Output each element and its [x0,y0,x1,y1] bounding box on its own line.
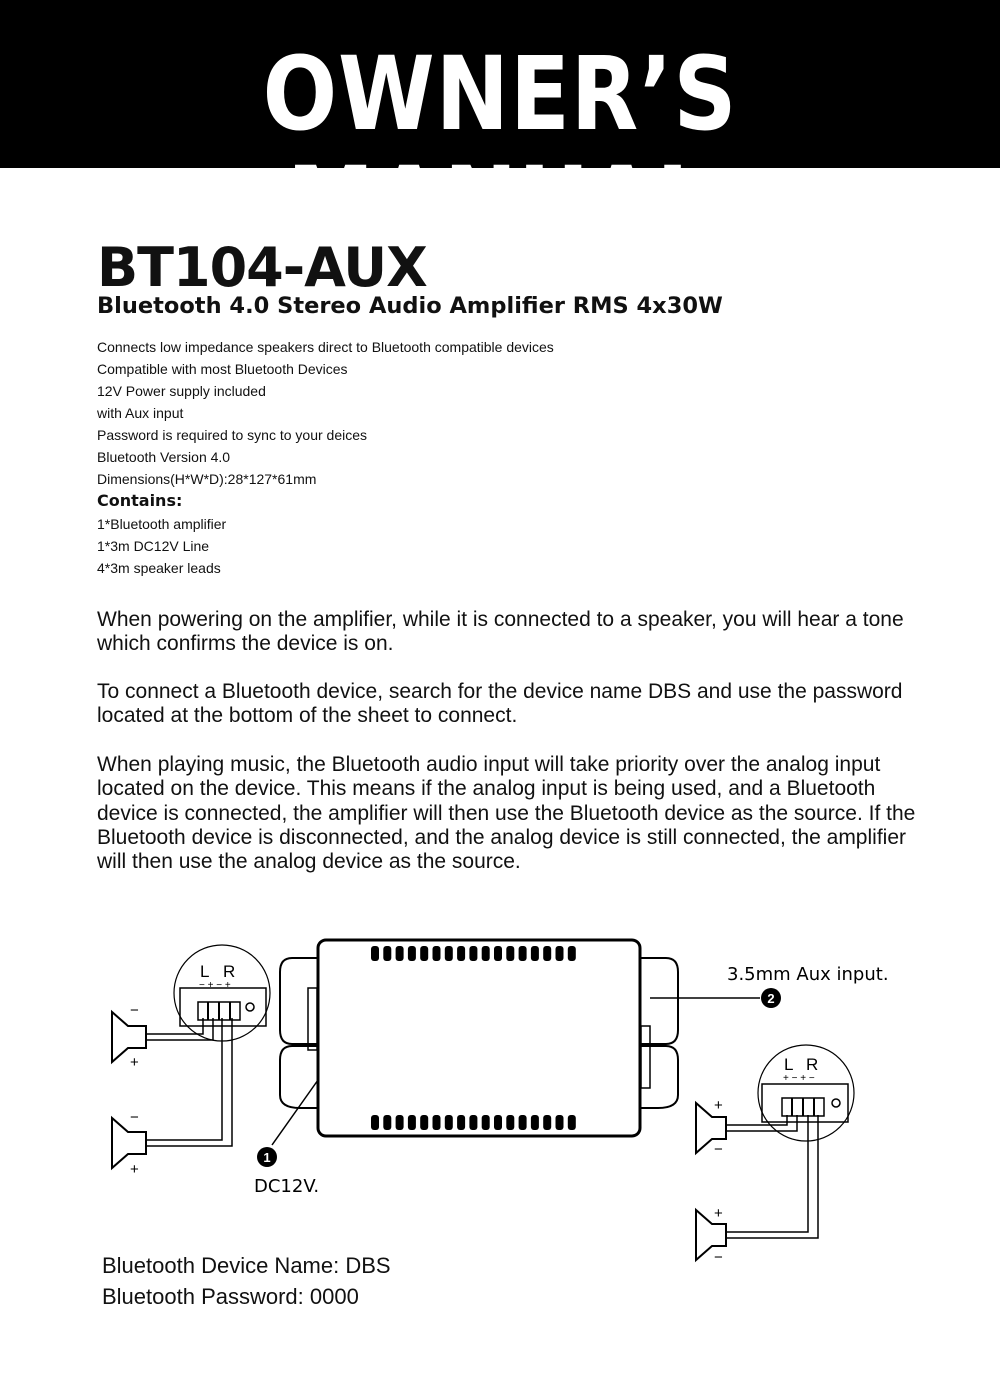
terminal-polarity-label: − + − + [199,980,231,991]
feature-item: Bluetooth Version 4.0 [97,449,231,465]
feature-item: Compatible with most Bluetooth Devices [97,361,348,377]
vent-slot [371,1115,379,1130]
vent-slot [556,1115,564,1130]
bluetooth-password: Bluetooth Password: 0000 [102,1284,359,1309]
power-on-paragraph: When powering on the amplifier, while it is connected to a speaker, you will hear a tone which confirms the device is on. [97,608,904,656]
polarity-label: − [714,1249,723,1266]
vent-slot [482,1115,490,1130]
callout-aux-number: 2 [767,991,775,1006]
contents-list [97,513,226,579]
vent-slot [543,1115,551,1130]
feature-list [97,336,554,490]
vent-slot [445,1115,453,1130]
vent-slot [396,1115,404,1130]
vent-slot [531,1115,539,1130]
vent-slot [433,1115,441,1130]
feature-item: 12V Power supply included [97,383,266,399]
polarity-label: + [714,1097,723,1114]
vent-slot [457,1115,465,1130]
header-banner [0,0,1000,264]
bluetooth-device-name: Bluetooth Device Name: DBS [102,1253,391,1278]
model-number: BT104-AUX [97,236,427,299]
vent-slot [469,1115,477,1130]
product-subtitle: Bluetooth 4.0 Stereo Audio Amplifier RMS 4x30W [97,293,723,319]
polarity-label: − [714,1141,723,1158]
feature-item: with Aux input [97,405,184,421]
polarity-label: − [130,1002,139,1019]
vent-slot [531,946,539,961]
terminal-left-channel-label: L [784,1055,794,1074]
contents-item: 4*3m speaker leads [97,560,221,576]
vent-slot [371,946,379,961]
feature-item: Connects low impedance speakers direct to Bluetooth compatible devices [97,339,554,355]
vent-slot [408,946,416,961]
vent-slot [433,946,441,961]
vent-slot [494,1115,502,1130]
vent-slot [543,946,551,961]
amplifier-body [318,940,640,1136]
callout-dc-label: DC12V. [254,1176,320,1197]
page-title: OWNER’S MANUAL [262,35,738,264]
vent-slot [383,1115,391,1130]
speaker-icon [112,1118,146,1168]
vent-slot [482,946,490,961]
terminal-polarity-label: + − + − [783,1073,815,1084]
terminal-left-channel-label: L [200,962,210,981]
vent-slot [506,946,514,961]
vent-slot [568,946,576,961]
contents-item: 1*Bluetooth amplifier [97,516,227,532]
polarity-label: + [130,1161,139,1178]
speaker-icon [112,1012,146,1062]
terminal-right-channel-label: R [806,1055,819,1074]
polarity-label: + [130,1054,139,1071]
callout-aux-label: 3.5mm Aux input. [727,964,889,985]
vent-slot [408,1115,416,1130]
vent-slot [445,946,453,961]
vent-slot [556,946,564,961]
callout-dc-number: 1 [263,1150,271,1165]
polarity-label: + [714,1205,723,1222]
vent-slot [494,946,502,961]
vent-slot [420,1115,428,1130]
vent-slot [469,946,477,961]
vent-slot [457,946,465,961]
input-priority-paragraph: When playing music, the Bluetooth audio input will take priority over the analog input located on the device. This means if the analog input is being used, and a Bluetooth device is connected, the amplifier will then use the Bluetooth device as the source. If the Bluetooth device is disconnected, and the analog device is still connected, the amplifier will then use the analog device as the source. [97,753,916,874]
polarity-label: − [130,1109,139,1126]
vent-slot [519,946,527,961]
vent-slot [506,1115,514,1130]
vent-slot [519,1115,527,1130]
vent-slot [420,946,428,961]
vent-slot [383,946,391,961]
vent-slot [568,1115,576,1130]
feature-item: Password is required to sync to your deices [97,427,368,443]
feature-item: Dimensions(H*W*D):28*127*61mm [97,471,317,487]
contains-heading: Contains: [97,491,183,510]
vent-slot [396,946,404,961]
contents-item: 1*3m DC12V Line [97,538,210,554]
terminal-right-channel-label: R [223,962,236,981]
bluetooth-connect-paragraph: To connect a Bluetooth device, search for the device name DBS and use the password located at the bottom of the sheet to connect. [97,680,903,728]
